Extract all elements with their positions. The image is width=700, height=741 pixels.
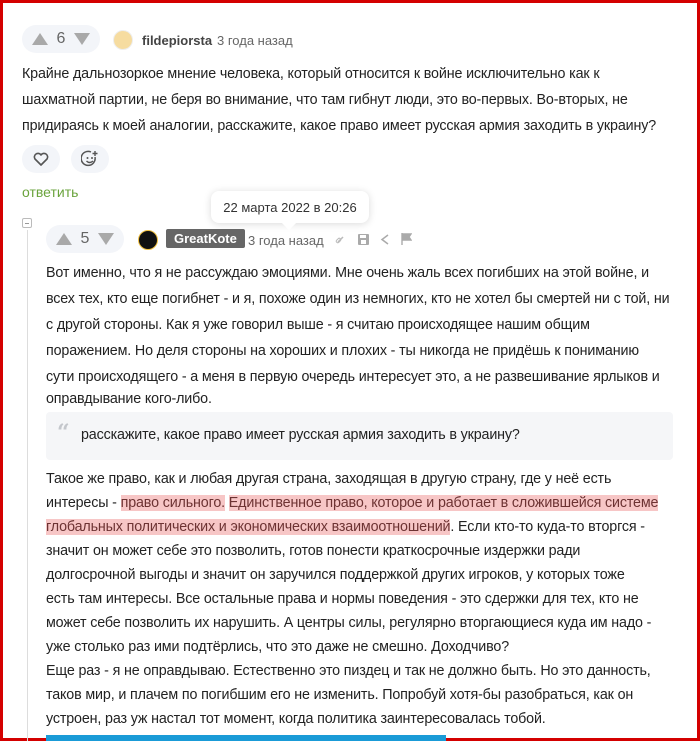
reply-link[interactable]: ответить	[22, 184, 79, 200]
text-line: сути происходящего - а меня в первую очередь интересует это, а не развешивание ярлыков и	[46, 369, 660, 385]
highlighted-text: глобальных политических и экономических взаимоотношений	[46, 519, 451, 535]
text-line: шахматной партии, не беря во внимание, что там гибнут люди, это во-первых. Во-вторых, не	[22, 92, 628, 108]
downvote-icon[interactable]	[98, 233, 114, 245]
emoji-add-icon	[81, 150, 99, 168]
text-segment: интересы -	[46, 495, 121, 511]
collapse-thread-button[interactable]	[22, 218, 32, 228]
avatar[interactable]	[138, 230, 158, 250]
text-line: значит он может себе это позволить, готов понести краткосрочные издержки ради	[46, 543, 581, 559]
quote-icon: “	[57, 420, 70, 446]
report-flag-icon[interactable]	[401, 233, 412, 245]
date-tooltip	[211, 191, 369, 223]
username-badge[interactable]: GreatKote	[166, 229, 245, 248]
timestamp[interactable]: 3 года назад	[248, 233, 324, 248]
downvote-icon[interactable]	[74, 33, 90, 45]
share-icon[interactable]	[380, 234, 390, 245]
highlighted-text: право сильного.	[120, 495, 225, 511]
text-line: придираясь к моей аналогии, расскажите, какое право имеет русская армия заходить в украину?	[22, 118, 657, 134]
username[interactable]: fildepiorsta	[142, 33, 213, 48]
avatar[interactable]	[113, 30, 133, 50]
text-line: поражением. Но деля стороны на хороших и плохих - ты никогда не придёшь к пониманию	[46, 343, 639, 359]
text-line: есть там интересы. Все остальные права и нормы поведения - это сдержки для тех, кто не	[46, 591, 639, 607]
text-line: с другой стороны. Как я уже говорил выше - я считаю происходящее нашим общим	[46, 317, 590, 333]
embedded-media-bar[interactable]	[46, 735, 446, 741]
text-line: всех тех, кто еще погибнет - и я, похоже один из немногих, кто не хотел бы смертей ни с той, ни	[46, 291, 670, 307]
text-segment: . Если кто-то куда-то вторгся -	[450, 519, 645, 535]
text-line: таков мир, и плачем по погибшим его не изменить. Попробуй хотя-бы разобраться, как он	[46, 687, 634, 703]
vote-control	[22, 25, 100, 53]
vote-control	[46, 225, 124, 253]
upvote-icon[interactable]	[56, 233, 72, 245]
link-icon[interactable]	[335, 234, 346, 245]
text-line: Еще раз - я не оправдываю. Естественно это пиздец и так не должно быть. Но это данность,	[46, 663, 651, 679]
tooltip-text: 22 марта 2022 в 20:26	[223, 199, 357, 215]
text-line: оправдывание кого-либо.	[46, 391, 212, 407]
text-line: Вот именно, что я не рассуждаю эмоциями. Мне очень жаль всех погибших на этой войне, и	[46, 265, 649, 281]
text-line: уже столько раз ими подтёрлись, что это даже не смешно. Доходчиво?	[46, 639, 510, 655]
blockquote	[46, 412, 673, 460]
vote-count: 6	[56, 30, 66, 47]
heart-icon	[33, 152, 49, 166]
quote-text: расскажите, какое право имеет русская армия заходить в украину?	[81, 427, 520, 443]
vote-count: 5	[80, 230, 90, 247]
thread-line[interactable]	[27, 230, 28, 741]
save-icon[interactable]	[358, 234, 369, 245]
text-line	[46, 519, 645, 536]
text-line: Крайне дальнозоркое мнение человека, который относится к войне исключительно как к	[22, 66, 600, 82]
tooltip-arrow	[282, 216, 296, 230]
highlighted-text: Единственное право, которое и работает в сложившейся системе	[228, 495, 659, 511]
text-line: Такое же право, как и любая другая страна, заходящая в другую страну, где у неё есть	[46, 471, 612, 487]
timestamp[interactable]: 3 года назад	[217, 33, 293, 48]
text-line: устроен, раз уж настал тот момент, когда политика заинтересовалась тобой.	[46, 711, 546, 727]
text-line: может себе позволить их нарушить. А центры силы, регулярно вторгающиеся куда им надо -	[46, 615, 652, 631]
add-reaction-button[interactable]	[71, 145, 109, 173]
text-line	[46, 495, 658, 512]
upvote-icon[interactable]	[32, 33, 48, 45]
text-line: долгосрочной выгоды и значит он заручился поддержкой других игроков, у которых тоже	[46, 567, 625, 583]
like-button[interactable]	[22, 145, 60, 173]
